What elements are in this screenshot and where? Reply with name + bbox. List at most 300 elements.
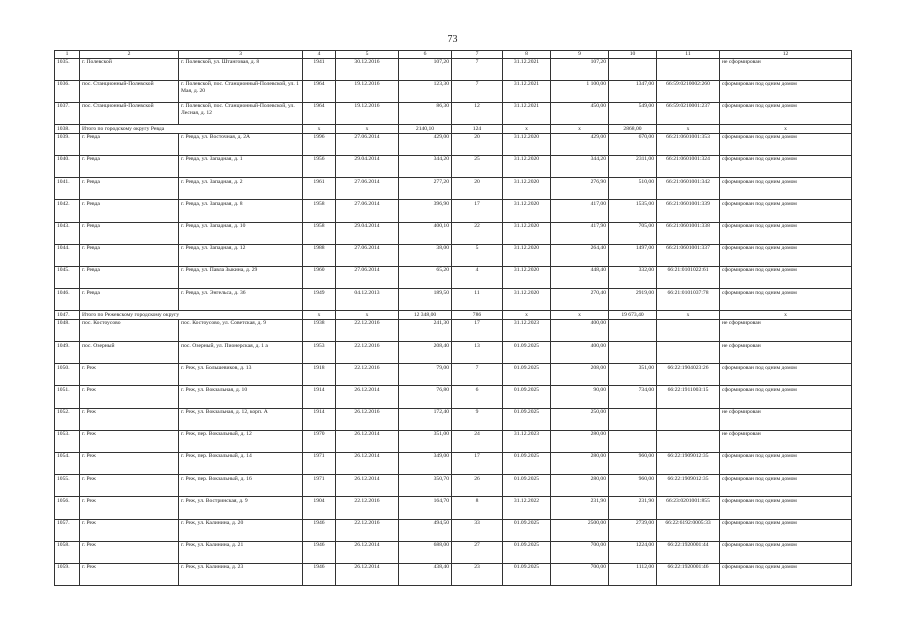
table-cell: 510,00 xyxy=(609,178,657,200)
table-cell: сформирован под одним домом xyxy=(720,244,852,266)
table-cell: 1918 xyxy=(303,364,336,386)
row-number: 1054. xyxy=(55,452,80,474)
table-cell: 7 xyxy=(452,58,503,80)
table-cell: 1971 xyxy=(303,452,336,474)
table-cell: 01.09.2025 xyxy=(503,519,551,541)
table-cell: 90,00 xyxy=(551,386,609,408)
table-cell: 31.12.2022 xyxy=(503,497,551,519)
table-cell: 250,00 xyxy=(551,408,609,430)
row-number: 1048. xyxy=(55,319,80,341)
table-cell: 24 xyxy=(452,430,503,452)
table-cell: г. Ревда xyxy=(80,289,179,311)
column-header: 3 xyxy=(179,51,303,59)
table-cell: сформирован под одним домом xyxy=(720,563,852,585)
table-cell: 241,30 xyxy=(399,319,452,341)
table-cell: 27.06.2014 xyxy=(336,266,399,288)
table-cell: 280,00 xyxy=(551,452,609,474)
table-cell: 270,40 xyxy=(551,289,609,311)
subtotal-cell: x xyxy=(657,311,720,320)
table-cell: 7 xyxy=(452,364,503,386)
table-cell: г. Полевской xyxy=(80,58,179,80)
table-cell: 31.12.2020 xyxy=(503,289,551,311)
table-cell: г. Ревда xyxy=(80,200,179,222)
table-cell: г. Ревда, ул. Западная, д. 10 xyxy=(179,222,303,244)
table-row xyxy=(55,289,852,311)
table-row xyxy=(55,80,852,102)
table-cell: 1946 xyxy=(303,519,336,541)
column-header: 10 xyxy=(609,51,657,59)
row-number: 1035. xyxy=(55,58,80,80)
table-cell: 208,00 xyxy=(551,364,609,386)
table-cell: 1958 xyxy=(303,222,336,244)
table-cell: 26.12.2014 xyxy=(336,386,399,408)
table-cell: 264,40 xyxy=(551,244,609,266)
table-cell: 66:22:1920001:46 xyxy=(657,563,720,585)
table-cell: г. Реж xyxy=(80,563,179,585)
table-cell: 26.12.2016 xyxy=(336,408,399,430)
table-cell: г. Ревда xyxy=(80,155,179,177)
table-row xyxy=(55,364,852,386)
table-cell: сформирован под одним домом xyxy=(720,102,852,124)
table-cell: 2919,00 xyxy=(609,289,657,311)
table-cell: 208,40 xyxy=(399,342,452,364)
table-cell: 277,20 xyxy=(399,178,452,200)
column-header: 5 xyxy=(336,51,399,59)
table-cell: 66:21:0601001:342 xyxy=(657,178,720,200)
row-number: 1050. xyxy=(55,364,80,386)
table-cell: 400,00 xyxy=(551,319,609,341)
table-cell: г. Ревда xyxy=(80,266,179,288)
table-cell: 26.12.2014 xyxy=(336,563,399,585)
table-cell: г. Реж xyxy=(80,452,179,474)
table-cell: 164,70 xyxy=(399,497,452,519)
table-cell: г. Реж, ул. Калинина, д. 23 xyxy=(179,563,303,585)
table-cell: 1112,00 xyxy=(609,563,657,585)
table-cell: 26 xyxy=(452,475,503,497)
table-cell: 65,20 xyxy=(399,266,452,288)
table-cell: 31.12.2023 xyxy=(503,319,551,341)
table-cell: 400,10 xyxy=(399,222,452,244)
table-cell: 332,00 xyxy=(609,266,657,288)
table-cell: не сформирован xyxy=(720,58,852,80)
table-cell: 31.12.2020 xyxy=(503,200,551,222)
table-cell: г. Ревда xyxy=(80,222,179,244)
table-cell: 86,30 xyxy=(399,102,452,124)
subtotal-cell: x xyxy=(720,311,852,320)
table-cell: 280,00 xyxy=(551,430,609,452)
table-cell: 700,00 xyxy=(551,541,609,563)
table-cell: 1961 xyxy=(303,178,336,200)
table-cell: 1914 xyxy=(303,408,336,430)
table-cell: г. Ревда xyxy=(80,244,179,266)
table-cell: 11 xyxy=(452,289,503,311)
table-cell: 123,30 xyxy=(399,80,452,102)
table-cell: 31.12.2020 xyxy=(503,178,551,200)
table-cell: 66:21:0601001:337 xyxy=(657,244,720,266)
table-cell: 20 xyxy=(452,178,503,200)
table-cell: 1946 xyxy=(303,563,336,585)
table-cell: 6 xyxy=(452,386,503,408)
table-row xyxy=(55,386,852,408)
subtotal-cell: x xyxy=(303,125,336,134)
table-cell: 25 xyxy=(452,155,503,177)
subtotal-label: Итого по Режевскому городскому округу xyxy=(80,311,303,320)
table-cell: г. Ревда, ул. Западная, д. 2 xyxy=(179,178,303,200)
table-cell xyxy=(657,408,720,430)
table-cell: 31.12.2020 xyxy=(503,133,551,155)
table-cell: 1535,00 xyxy=(609,200,657,222)
table-cell: 2739,00 xyxy=(609,519,657,541)
subtotal-cell: x xyxy=(303,311,336,320)
table-cell: 231,90 xyxy=(609,497,657,519)
table-cell: 66:21:0101037:78 xyxy=(657,289,720,311)
row-number: 1039. xyxy=(55,133,80,155)
table-cell: 76,80 xyxy=(399,386,452,408)
table-cell: сформирован под одним домом xyxy=(720,178,852,200)
table-cell: 29.04.2014 xyxy=(336,222,399,244)
table-cell: 1970 xyxy=(303,430,336,452)
table-cell: 66:22:1909012:35 xyxy=(657,475,720,497)
table-cell: г. Полевской, пос. Станционный-Полевской, ул. Лесная, д. 12 xyxy=(179,102,303,124)
table-cell: сформирован под одним домом xyxy=(720,266,852,288)
table-row xyxy=(55,475,852,497)
table-cell: 417,90 xyxy=(551,222,609,244)
table-cell: 8 xyxy=(452,497,503,519)
table-row xyxy=(55,430,852,452)
table-cell: 494,50 xyxy=(399,519,452,541)
table-cell: 27.06.2014 xyxy=(336,244,399,266)
table-cell: не сформирован xyxy=(720,408,852,430)
table-cell: г. Ревда, ул. Павла Зыкина, д. 29 xyxy=(179,266,303,288)
table-cell: 1996 xyxy=(303,133,336,155)
table-cell: 66:59:0210002:260 xyxy=(657,80,720,102)
table-cell: сформирован под одним домом xyxy=(720,497,852,519)
subtotal-cell: x xyxy=(336,311,399,320)
table-cell: 107,20 xyxy=(551,58,609,80)
table-cell: г. Реж xyxy=(80,519,179,541)
table-cell: 1347,00 xyxy=(609,80,657,102)
table-cell: 9 xyxy=(452,408,503,430)
table-cell: 66:21:0101022:61 xyxy=(657,266,720,288)
table-cell: сформирован под одним домом xyxy=(720,155,852,177)
table-cell: 1941 xyxy=(303,58,336,80)
row-number: 1051. xyxy=(55,386,80,408)
table-cell: 22.12.2016 xyxy=(336,519,399,541)
table-row xyxy=(55,519,852,541)
table-row xyxy=(55,155,852,177)
table-cell: 31.12.2021 xyxy=(503,80,551,102)
table-cell xyxy=(609,408,657,430)
table-cell: 22.12.2016 xyxy=(336,497,399,519)
table-cell: 26.12.2014 xyxy=(336,475,399,497)
column-header: 6 xyxy=(399,51,452,59)
table-cell: 688,00 xyxy=(399,541,452,563)
table-cell: 429,00 xyxy=(399,133,452,155)
row-number: 1045. xyxy=(55,266,80,288)
table-cell: 17 xyxy=(452,452,503,474)
table-cell: 01.09.2025 xyxy=(503,386,551,408)
subtotal-cell: 2868,00 xyxy=(609,125,657,134)
table-row xyxy=(55,497,852,519)
table-cell: 26.12.2014 xyxy=(336,452,399,474)
table-cell: г. Реж xyxy=(80,541,179,563)
row-number: 1042. xyxy=(55,200,80,222)
table-cell: г. Ревда, ул. Западная, д. 1 xyxy=(179,155,303,177)
table-cell: 27 xyxy=(452,541,503,563)
table-cell: г. Реж, пер. Вокзальный, д. 12 xyxy=(179,430,303,452)
subtotal-cell: 786 xyxy=(452,311,503,320)
row-number: 1037. xyxy=(55,102,80,124)
table-cell: 549,00 xyxy=(609,102,657,124)
table-cell: г. Реж xyxy=(80,408,179,430)
table-cell: 66:59:0210001:237 xyxy=(657,102,720,124)
table-cell: г. Реж, ул. Большевиков, д. 13 xyxy=(179,364,303,386)
table-cell: 1956 xyxy=(303,155,336,177)
table-cell: 5 xyxy=(452,244,503,266)
table-cell: 2500,00 xyxy=(551,519,609,541)
table-cell: 734,00 xyxy=(609,386,657,408)
table-cell: 27.06.2014 xyxy=(336,178,399,200)
table-cell: 350,70 xyxy=(399,475,452,497)
table-cell: сформирован под одним домом xyxy=(720,80,852,102)
subtotal-cell: x xyxy=(503,125,551,134)
table-cell: пос. Озерный xyxy=(80,342,179,364)
table-cell: 66:21:0601001:338 xyxy=(657,222,720,244)
table-cell: г. Реж, ул. Вокзальная, д. 12, корп. А xyxy=(179,408,303,430)
subtotal-cell: 124 xyxy=(452,125,503,134)
row-number: 1059. xyxy=(55,563,80,585)
table-cell: 1964 xyxy=(303,102,336,124)
table-cell: 960,00 xyxy=(609,452,657,474)
table-cell: 20 xyxy=(452,133,503,155)
table-cell: не сформирован xyxy=(720,430,852,452)
table-cell: 19.12.2016 xyxy=(336,80,399,102)
column-number-row xyxy=(55,51,852,59)
table-cell: 30.12.2016 xyxy=(336,58,399,80)
table-cell: 351,00 xyxy=(399,430,452,452)
table-cell: 17 xyxy=(452,319,503,341)
table-cell: пос. Станционный-Полевской xyxy=(80,102,179,124)
table-cell: г. Реж, пер. Вокзальный, д. 14 xyxy=(179,452,303,474)
table-cell: пос. Озерный, ул. Пионерская, д. 1 а xyxy=(179,342,303,364)
row-number: 1057. xyxy=(55,519,80,541)
table-row xyxy=(55,266,852,288)
housing-register-table xyxy=(54,50,852,586)
table-cell: 22.12.2016 xyxy=(336,364,399,386)
table-cell: 438,40 xyxy=(399,563,452,585)
table-cell xyxy=(609,430,657,452)
table-cell xyxy=(657,319,720,341)
table-cell: 4 xyxy=(452,266,503,288)
table-cell xyxy=(657,58,720,80)
column-header: 2 xyxy=(80,51,179,59)
table-cell: 1988 xyxy=(303,244,336,266)
table-cell: г. Полевской, ул. Штанговая, д. 8 xyxy=(179,58,303,80)
table-cell: сформирован под одним домом xyxy=(720,519,852,541)
table-cell: 1960 xyxy=(303,266,336,288)
table-cell: 351,00 xyxy=(609,364,657,386)
table-cell: 38,00 xyxy=(399,244,452,266)
table-cell: 29.04.2014 xyxy=(336,155,399,177)
table-cell: сформирован под одним домом xyxy=(720,386,852,408)
table-cell: 276,90 xyxy=(551,178,609,200)
table-cell: 79,00 xyxy=(399,364,452,386)
table-cell: 01.09.2025 xyxy=(503,408,551,430)
table-cell: 22.12.2016 xyxy=(336,342,399,364)
table-cell: 1 100,00 xyxy=(551,80,609,102)
table-row xyxy=(55,408,852,430)
table-cell: 1949 xyxy=(303,289,336,311)
row-number: 1043. xyxy=(55,222,80,244)
table-cell: 66:21:0601001:353 xyxy=(657,133,720,155)
table-cell xyxy=(609,319,657,341)
table-cell: 349,00 xyxy=(399,452,452,474)
table-cell: г. Реж, ул. Востринская, д. 9 xyxy=(179,497,303,519)
subtotal-cell: x xyxy=(551,311,609,320)
table-cell: не сформирован xyxy=(720,342,852,364)
table-cell: сформирован под одним домом xyxy=(720,200,852,222)
column-header: 12 xyxy=(720,51,852,59)
subtotal-cell: x xyxy=(720,125,852,134)
table-cell: 31.12.2020 xyxy=(503,222,551,244)
table-cell: 66:22:1909012:35 xyxy=(657,452,720,474)
table-cell: 26.12.2014 xyxy=(336,430,399,452)
table-cell: 66:22:6192:0005:33 xyxy=(657,519,720,541)
table-cell: 450,00 xyxy=(551,102,609,124)
table-cell: г. Ревда, ул. Восточная, д. 2А xyxy=(179,133,303,155)
table-row xyxy=(55,244,852,266)
table-cell: сформирован под одним домом xyxy=(720,475,852,497)
table-cell: г. Реж, ул. Калинина, д. 21 xyxy=(179,541,303,563)
table-row xyxy=(55,319,852,341)
table-cell: 1958 xyxy=(303,200,336,222)
table-cell: 7 xyxy=(452,80,503,102)
table-row xyxy=(55,563,852,585)
row-number: 1049. xyxy=(55,342,80,364)
subtotal-label: Итого по городскому округу Ревда xyxy=(80,125,303,134)
subtotal-cell: x xyxy=(657,125,720,134)
table-row xyxy=(55,342,852,364)
table-cell: сформирован под одним домом xyxy=(720,222,852,244)
table-cell: 231,90 xyxy=(551,497,609,519)
table-cell: г. Реж, ул. Вокзальная, д. 10 xyxy=(179,386,303,408)
subtotal-cell: x xyxy=(503,311,551,320)
table-cell: 280,00 xyxy=(551,475,609,497)
subtotal-cell: 19 673,40 xyxy=(609,311,657,320)
table-cell: 01.09.2025 xyxy=(503,452,551,474)
table-cell xyxy=(609,342,657,364)
table-cell xyxy=(657,430,720,452)
column-header: 4 xyxy=(303,51,336,59)
table-cell: г. Реж xyxy=(80,364,179,386)
table-cell: 31.12.2020 xyxy=(503,266,551,288)
table-cell: 396,90 xyxy=(399,200,452,222)
column-header: 7 xyxy=(452,51,503,59)
table-cell: 66:22:1920001:44 xyxy=(657,541,720,563)
table-cell: 31.12.2020 xyxy=(503,244,551,266)
table-cell: сформирован под одним домом xyxy=(720,289,852,311)
table-cell xyxy=(657,342,720,364)
row-number: 1036. xyxy=(55,80,80,102)
table-cell: 01.09.2025 xyxy=(503,364,551,386)
table-cell: сформирован под одним домом xyxy=(720,541,852,563)
table-cell: 31.12.2020 xyxy=(503,155,551,177)
table-row xyxy=(55,178,852,200)
row-number: 1040. xyxy=(55,155,80,177)
table-cell: сформирован под одним домом xyxy=(720,133,852,155)
table-cell: 22.12.2016 xyxy=(336,319,399,341)
table-cell: 01.09.2025 xyxy=(503,342,551,364)
table-cell: г. Ревда xyxy=(80,133,179,155)
table-cell: г. Ревда, ул. Энгельса, д. 36 xyxy=(179,289,303,311)
table-cell: 344,20 xyxy=(399,155,452,177)
subtotal-cell: 2140,10 xyxy=(399,125,452,134)
table-cell: 01.09.2025 xyxy=(503,541,551,563)
row-number: 1044. xyxy=(55,244,80,266)
table-cell: г. Реж xyxy=(80,430,179,452)
table-cell: 429,00 xyxy=(551,133,609,155)
table-cell: 1971 xyxy=(303,475,336,497)
row-number: 1056. xyxy=(55,497,80,519)
table-cell: сформирован под одним домом xyxy=(720,364,852,386)
table-cell: 27.06.2014 xyxy=(336,200,399,222)
column-header: 11 xyxy=(657,51,720,59)
row-number: 1053. xyxy=(55,430,80,452)
table-cell: 417,00 xyxy=(551,200,609,222)
table-cell: 01.09.2025 xyxy=(503,563,551,585)
table-cell: пос. Станционный-Полевской xyxy=(80,80,179,102)
table-cell: г. Реж, пер. Вокзальный, д. 16 xyxy=(179,475,303,497)
subtotal-row xyxy=(55,125,852,134)
table-cell: 12 xyxy=(452,102,503,124)
table-cell: г. Реж xyxy=(80,497,179,519)
table-row xyxy=(55,133,852,155)
table-cell: 670,00 xyxy=(609,133,657,155)
table-cell: 1904 xyxy=(303,497,336,519)
table-cell: г. Ревда, ул. Западная, д. 8 xyxy=(179,200,303,222)
table-cell: пос. Костоусово, ул. Советская, д. 9 xyxy=(179,319,303,341)
row-number: 1055. xyxy=(55,475,80,497)
subtotal-row xyxy=(55,311,852,320)
table-cell: 33 xyxy=(452,519,503,541)
table-cell: не сформирован xyxy=(720,319,852,341)
register-body xyxy=(55,58,852,586)
table-cell: 23 xyxy=(452,563,503,585)
table-cell: 448,40 xyxy=(551,266,609,288)
table-cell: 1497,00 xyxy=(609,244,657,266)
table-cell: 705,00 xyxy=(609,222,657,244)
table-cell: 400,00 xyxy=(551,342,609,364)
table-cell: г. Ревда, ул. Западная, д. 12 xyxy=(179,244,303,266)
table-row xyxy=(55,541,852,563)
table-cell: 22 xyxy=(452,222,503,244)
subtotal-cell: x xyxy=(336,125,399,134)
table-cell: 344,20 xyxy=(551,155,609,177)
table-cell: 960,00 xyxy=(609,475,657,497)
table-cell: 66:22:1904023:26 xyxy=(657,364,720,386)
table-row xyxy=(55,102,852,124)
table-cell: 189,50 xyxy=(399,289,452,311)
table-cell: г. Реж, ул. Калинина, д. 20 xyxy=(179,519,303,541)
table-cell: 172,40 xyxy=(399,408,452,430)
table-row xyxy=(55,200,852,222)
table-cell: 1946 xyxy=(303,541,336,563)
table-cell: 66:21:0601001:339 xyxy=(657,200,720,222)
table-cell: 66:21:0601001:324 xyxy=(657,155,720,177)
table-cell: 26.12.2014 xyxy=(336,541,399,563)
row-number: 1047. xyxy=(55,311,80,320)
table-cell: 17 xyxy=(452,200,503,222)
